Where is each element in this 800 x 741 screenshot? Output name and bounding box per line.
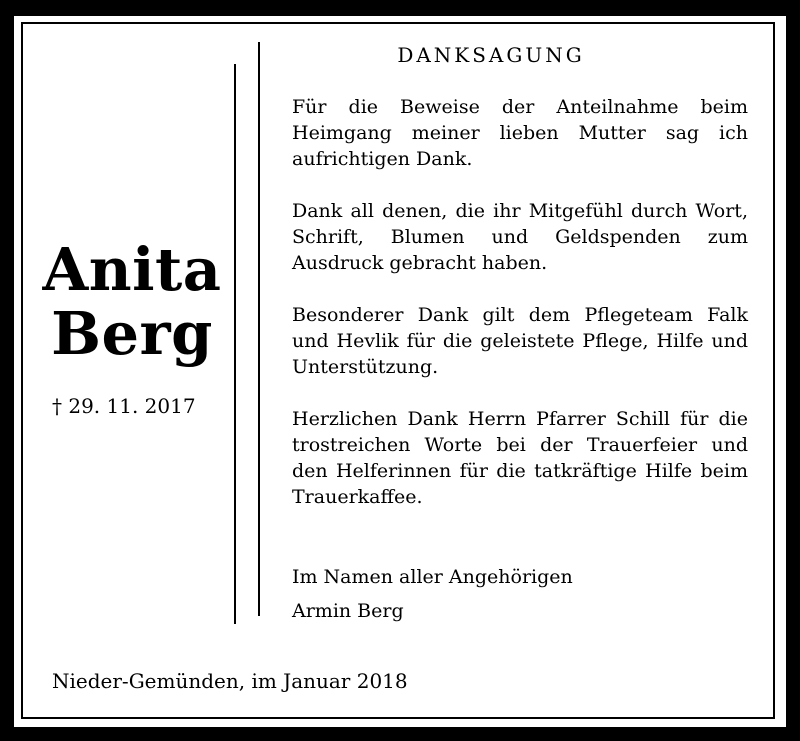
paragraph: Für die Beweise der Anteilnahme beim Heimgang meiner lieben Mutter sag ich aufrichtigen Dank. (292, 96, 748, 170)
paragraph: Besonderer Dank gilt dem Pflegeteam Falk und Hevlik für die geleistete Pflege, Hilfe und Unterstützung. (292, 304, 748, 378)
closing-block (292, 560, 573, 628)
thanks-text (292, 94, 748, 536)
location-date: Nieder-Gemünden, im Januar 2018 (52, 669, 408, 693)
paragraph: Dank all denen, die ihr Mitgefühl durch Wort, Schrift, Blumen und Geldspenden zum Ausdruck gebracht haben. (292, 200, 748, 274)
deceased-first-name: Anita (42, 235, 222, 304)
deceased-last-name: Berg (51, 299, 213, 368)
vertical-divider-right (258, 42, 260, 616)
deceased-name-block (42, 235, 222, 368)
heading: DANKSAGUNG (397, 43, 585, 67)
signer-name: Armin Berg (292, 600, 404, 622)
obituary-card (14, 16, 786, 727)
closing-line: Im Namen aller Angehörigen (292, 566, 573, 588)
vertical-divider-left (234, 64, 236, 624)
paragraph: Herzlichen Dank Herrn Pfarrer Schill für die trostreichen Worte bei der Trauerfeier und den Helferinnen für die tatkräftige Hilfe beim Trauerkaffee. (292, 408, 748, 508)
death-date: † 29. 11. 2017 (52, 394, 196, 418)
